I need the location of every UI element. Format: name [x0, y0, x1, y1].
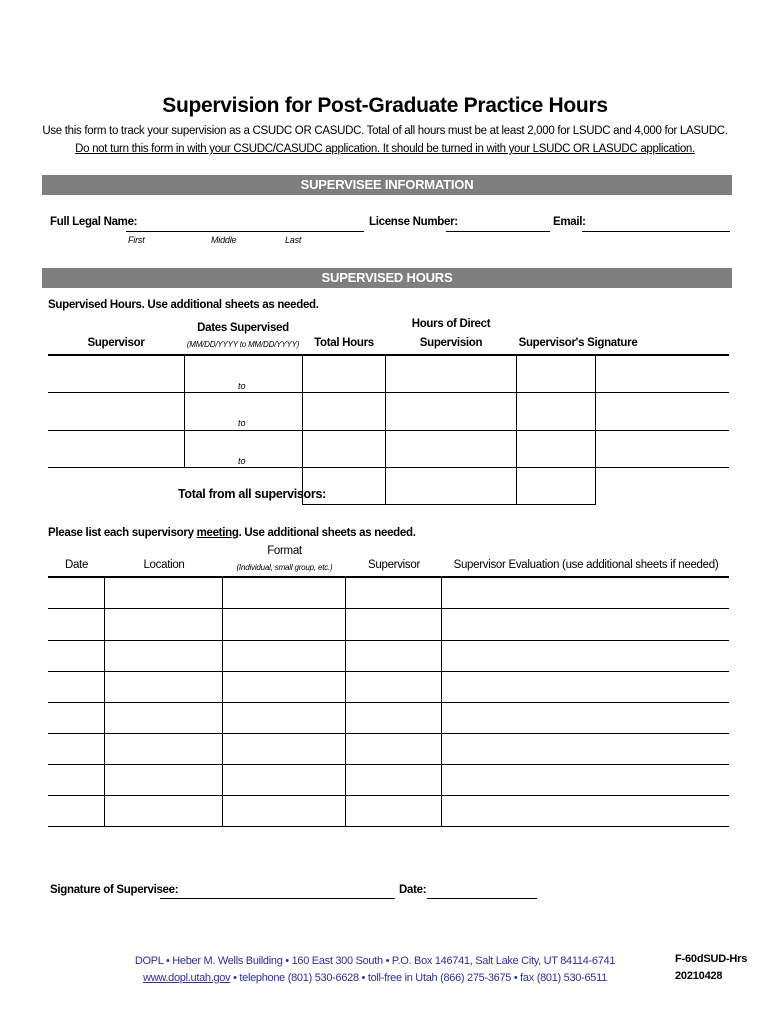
full-name-field[interactable] — [126, 231, 364, 232]
meetings-row-divider — [48, 640, 729, 641]
signature-date-label: Date: — [399, 884, 427, 896]
meetings-row-divider — [48, 702, 729, 703]
col-direct-hours-line1: Hours of Direct — [411, 318, 491, 330]
form-date: 20210428 — [675, 970, 723, 982]
meetings-col-divider — [222, 578, 223, 826]
col-total-hours: Total Hours — [314, 337, 374, 349]
footer-contact — [120, 972, 630, 984]
intro-line-1: Use this form to track your supervision as a CSUDC OR CASUDC. Total of all hours must be at least 2,000 for LSUDC and 4,000 for LASUDC. — [42, 125, 728, 137]
col-direct-hours-line2: Supervision — [419, 337, 483, 349]
page-title: Supervision for Post-Graduate Practice Hours — [162, 94, 608, 117]
total-from-supervisors-label: Total from all supervisors: — [178, 487, 326, 501]
intro-line-2-text: Do not turn this form in with your CSUDC/CASUDC application. It should be turned in with your LSUDC OR LASUDC application. — [75, 143, 695, 155]
signature-date-field[interactable] — [427, 898, 537, 899]
email-field[interactable] — [582, 231, 730, 232]
hours-col-divider — [385, 356, 386, 504]
meetings-col-divider — [441, 578, 442, 826]
meetings-row-divider — [48, 764, 729, 765]
license-number-label: License Number: — [369, 216, 458, 228]
col-meeting-format-hint: (Individual, small group, etc.) — [236, 563, 333, 572]
hours-row-1-to: to — [238, 381, 246, 391]
col-meeting-date: Date — [64, 559, 89, 571]
footer-address: DOPL • Heber M. Wells Building • 160 East 300 South • P.O. Box 146741, Salt Lake City, UT 84114-6741 — [134, 955, 616, 967]
col-dates-supervised: Dates Supervised — [197, 322, 289, 334]
form-number: F-60dSUD-Hrs — [675, 953, 748, 965]
full-name-label: Full Legal Name: — [50, 216, 138, 228]
intro-line-2 — [0, 143, 770, 155]
name-part-middle: Middle — [211, 235, 237, 245]
hours-col-divider — [595, 356, 596, 504]
col-meeting-location: Location — [143, 559, 185, 571]
name-part-first: First — [128, 235, 145, 245]
col-meeting-evaluation: Supervisor Evaluation (use additional sheets if needed) — [453, 559, 719, 571]
meetings-row-divider — [48, 733, 729, 734]
hours-row-divider — [48, 430, 729, 431]
col-meeting-format: Format — [267, 545, 302, 557]
hours-col-divider — [184, 356, 185, 467]
meetings-table-header-rule — [48, 576, 729, 578]
hours-row-2-to: to — [238, 418, 246, 428]
footer-website-link[interactable]: www.dopl.utah.gov — [143, 972, 231, 984]
col-supervisor-signature: Supervisor's Signature — [518, 337, 638, 349]
name-part-last: Last — [285, 235, 302, 245]
footer-contact-text: • telephone (801) 530-6628 • toll-free in Utah (866) 275-3675 • fax (801) 530-6511 — [230, 972, 607, 984]
meetings-instruction-meeting: meeting — [196, 527, 239, 539]
meetings-instruction — [48, 527, 416, 539]
hours-row-divider — [48, 467, 729, 468]
meetings-row-divider — [48, 795, 729, 796]
meetings-row-divider — [48, 671, 729, 672]
license-number-field[interactable] — [446, 231, 550, 232]
hours-table-header-rule — [48, 354, 729, 356]
supervisee-signature-label: Signature of Supervisee: — [50, 884, 179, 896]
meetings-row-divider — [48, 608, 729, 609]
hours-col-divider — [302, 356, 303, 504]
hours-row-divider — [48, 392, 729, 393]
hours-total-row-bottom — [302, 504, 596, 505]
meetings-col-divider — [345, 578, 346, 826]
col-meeting-supervisor: Supervisor — [368, 559, 420, 571]
supervised-hours-heading: SUPERVISED HOURS — [42, 268, 732, 288]
meetings-col-divider — [104, 578, 105, 826]
meetings-row-divider — [48, 826, 729, 827]
hours-row-1-supervisor-cell[interactable] — [48, 357, 184, 392]
hours-row-3-to: to — [238, 456, 246, 466]
col-supervisor: Supervisor — [87, 337, 145, 349]
meetings-instruction-post: . Use additional sheets as needed. — [238, 527, 416, 539]
meetings-instruction-pre: Please list each supervisory — [48, 527, 197, 539]
supervisee-signature-field[interactable] — [160, 898, 395, 899]
hours-col-divider — [516, 356, 517, 504]
supervised-hours-instruction: Supervised Hours. Use additional sheets as needed. — [48, 299, 319, 311]
col-dates-format: (MM/DD/YYYY to MM/DD/YYYY) — [186, 340, 300, 349]
supervisee-info-heading: SUPERVISEE INFORMATION — [42, 175, 732, 195]
email-label: Email: — [553, 216, 586, 228]
